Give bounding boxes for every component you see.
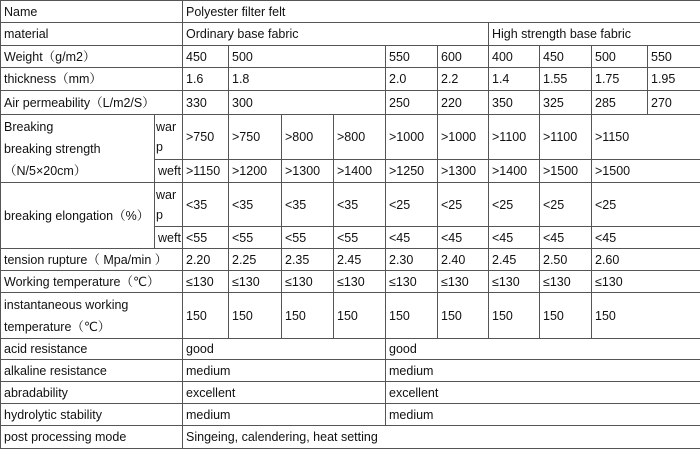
elongation-warp-cell: <35 xyxy=(183,183,229,227)
elongation-weft-cell: <45 xyxy=(438,227,489,249)
label-alkaline-resistance: alkaline resistance xyxy=(1,360,183,382)
table-row xyxy=(1,68,700,91)
tension-cell: 2.30 xyxy=(386,249,438,271)
strength-weft-cell: >1500 xyxy=(540,160,592,183)
elongation-weft-cell: <45 xyxy=(386,227,438,249)
weight-cell: 550 xyxy=(648,46,700,68)
table-row xyxy=(1,1,700,23)
elongation-weft-cell: <45 xyxy=(592,227,700,249)
strength-warp-cell: >800 xyxy=(282,115,334,160)
elongation-warp-cell: <25 xyxy=(386,183,438,227)
working-temp-cell: ≤130 xyxy=(540,271,592,293)
material-ordinary: Ordinary base fabric xyxy=(183,23,489,46)
table-row xyxy=(1,339,700,360)
acid-high-strength: good xyxy=(386,339,700,360)
weight-cell: 600 xyxy=(438,46,489,68)
strength-warp-cell: >1150 xyxy=(592,115,700,160)
tension-cell: 2.45 xyxy=(489,249,540,271)
product-name: Polyester filter felt xyxy=(183,1,700,23)
weight-cell: 550 xyxy=(386,46,438,68)
strength-warp-cell: >1100 xyxy=(540,115,592,160)
instant-temp-cell: 150 xyxy=(229,293,282,339)
label-hydrolytic-stability: hydrolytic stability xyxy=(1,404,183,426)
elongation-warp-cell: <35 xyxy=(282,183,334,227)
label-abradability: abradability xyxy=(1,382,183,404)
elongation-warp-cell: <35 xyxy=(334,183,386,227)
alkaline-ordinary: medium xyxy=(183,360,386,382)
weight-cell: 400 xyxy=(489,46,540,68)
strength-weft-cell: >1150 xyxy=(183,160,229,183)
working-temp-cell: ≤130 xyxy=(229,271,282,293)
post-processing-value: Singeing, calendering, heat setting xyxy=(183,426,700,449)
tension-cell: 2.35 xyxy=(282,249,334,271)
strength-warp-cell: >1000 xyxy=(438,115,489,160)
strength-weft-cell: >1250 xyxy=(386,160,438,183)
strength-warp-cell: >800 xyxy=(334,115,386,160)
strength-weft-cell: >1300 xyxy=(438,160,489,183)
working-temp-cell: ≤130 xyxy=(438,271,489,293)
hydrolytic-high-strength: medium xyxy=(386,404,700,426)
table-row xyxy=(1,91,700,115)
thickness-cell: 1.8 xyxy=(229,68,386,91)
air-cell: 300 xyxy=(229,91,386,115)
elongation-weft-cell: <55 xyxy=(229,227,282,249)
label-acid-resistance: acid resistance xyxy=(1,339,183,360)
elongation-weft-cell: <55 xyxy=(183,227,229,249)
table-row xyxy=(1,426,700,449)
air-cell: 285 xyxy=(592,91,648,115)
abradability-ordinary: excellent xyxy=(183,382,386,404)
table-row xyxy=(1,360,700,382)
label-material: material xyxy=(1,23,183,46)
elongation-warp-cell: <25 xyxy=(489,183,540,227)
instant-temp-cell: 150 xyxy=(282,293,334,339)
working-temp-cell: ≤130 xyxy=(489,271,540,293)
working-temp-cell: ≤130 xyxy=(592,271,700,293)
material-high-strength: High strength base fabric xyxy=(489,23,700,46)
instant-temp-cell: 150 xyxy=(592,293,700,339)
elongation-warp-cell: <25 xyxy=(592,183,700,227)
air-cell: 270 xyxy=(648,91,700,115)
label-instantaneous-temperature: instantaneous working temperature（℃） xyxy=(1,293,183,339)
label-post-processing: post processing mode xyxy=(1,426,183,449)
label-breaking-elongation: breaking elongation（%） xyxy=(1,183,155,249)
tension-cell: 2.60 xyxy=(592,249,700,271)
table-row xyxy=(1,382,700,404)
tension-cell: 2.25 xyxy=(229,249,282,271)
elongation-weft-cell: <55 xyxy=(282,227,334,249)
elongation-warp-cell: <35 xyxy=(229,183,282,227)
elongation-weft-cell: <45 xyxy=(540,227,592,249)
tension-cell: 2.45 xyxy=(334,249,386,271)
working-temp-cell: ≤130 xyxy=(183,271,229,293)
working-temp-cell: ≤130 xyxy=(386,271,438,293)
label-name: Name xyxy=(1,1,183,23)
thickness-cell: 2.0 xyxy=(386,68,438,91)
label-weight: Weight（g/m2） xyxy=(1,46,183,68)
warp-label: warp xyxy=(155,183,183,227)
strength-warp-cell: >1100 xyxy=(489,115,540,160)
table-row xyxy=(1,271,700,293)
weight-cell: 500 xyxy=(229,46,386,68)
thickness-cell: 1.75 xyxy=(592,68,648,91)
strength-weft-cell: >1500 xyxy=(592,160,700,183)
thickness-cell: 1.4 xyxy=(489,68,540,91)
tension-cell: 2.40 xyxy=(438,249,489,271)
weight-cell: 450 xyxy=(183,46,229,68)
elongation-warp-cell: <25 xyxy=(438,183,489,227)
air-cell: 250 xyxy=(386,91,438,115)
instant-temp-cell: 150 xyxy=(183,293,229,339)
tension-cell: 2.20 xyxy=(183,249,229,271)
air-cell: 350 xyxy=(489,91,540,115)
abradability-high-strength: excellent xyxy=(386,382,700,404)
table-row xyxy=(1,183,700,227)
strength-warp-cell: >750 xyxy=(229,115,282,160)
strength-weft-cell: >1200 xyxy=(229,160,282,183)
weight-cell: 500 xyxy=(592,46,648,68)
table-row xyxy=(1,293,700,339)
weft-label: weft xyxy=(155,160,183,183)
thickness-cell: 1.95 xyxy=(648,68,700,91)
alkaline-high-strength: medium xyxy=(386,360,700,382)
label-air-permeability: Air permeability（L/m2/S） xyxy=(1,91,183,115)
label-tension-rupture: tension rupture（ Mpa/min ） xyxy=(1,249,183,271)
thickness-cell: 1.55 xyxy=(540,68,592,91)
instant-temp-cell: 150 xyxy=(489,293,540,339)
strength-weft-cell: >1400 xyxy=(334,160,386,183)
thickness-cell: 1.6 xyxy=(183,68,229,91)
label-breaking-strength: Breaking breaking strength （N/5×20cm） xyxy=(1,115,155,183)
instant-temp-cell: 150 xyxy=(438,293,489,339)
air-cell: 330 xyxy=(183,91,229,115)
table-row xyxy=(1,404,700,426)
table-row xyxy=(1,46,700,68)
elongation-weft-cell: <55 xyxy=(334,227,386,249)
strength-weft-cell: >1300 xyxy=(282,160,334,183)
instant-temp-cell: 150 xyxy=(540,293,592,339)
weft-label: weft xyxy=(155,227,183,249)
working-temp-cell: ≤130 xyxy=(334,271,386,293)
strength-warp-cell: >1000 xyxy=(386,115,438,160)
table-row xyxy=(1,249,700,271)
air-cell: 325 xyxy=(540,91,592,115)
strength-warp-cell: >750 xyxy=(183,115,229,160)
elongation-weft-cell: <45 xyxy=(489,227,540,249)
strength-weft-cell: >1400 xyxy=(489,160,540,183)
acid-ordinary: good xyxy=(183,339,386,360)
elongation-warp-cell: <25 xyxy=(540,183,592,227)
instant-temp-cell: 150 xyxy=(334,293,386,339)
label-thickness: thickness（mm） xyxy=(1,68,183,91)
air-cell: 220 xyxy=(438,91,489,115)
warp-label: warp xyxy=(155,115,183,160)
instant-temp-cell: 150 xyxy=(386,293,438,339)
table-row xyxy=(1,23,700,46)
table-row xyxy=(1,115,700,160)
hydrolytic-ordinary: medium xyxy=(183,404,386,426)
label-working-temperature: Working temperature（℃） xyxy=(1,271,183,293)
tension-cell: 2.50 xyxy=(540,249,592,271)
weight-cell: 450 xyxy=(540,46,592,68)
working-temp-cell: ≤130 xyxy=(282,271,334,293)
thickness-cell: 2.2 xyxy=(438,68,489,91)
